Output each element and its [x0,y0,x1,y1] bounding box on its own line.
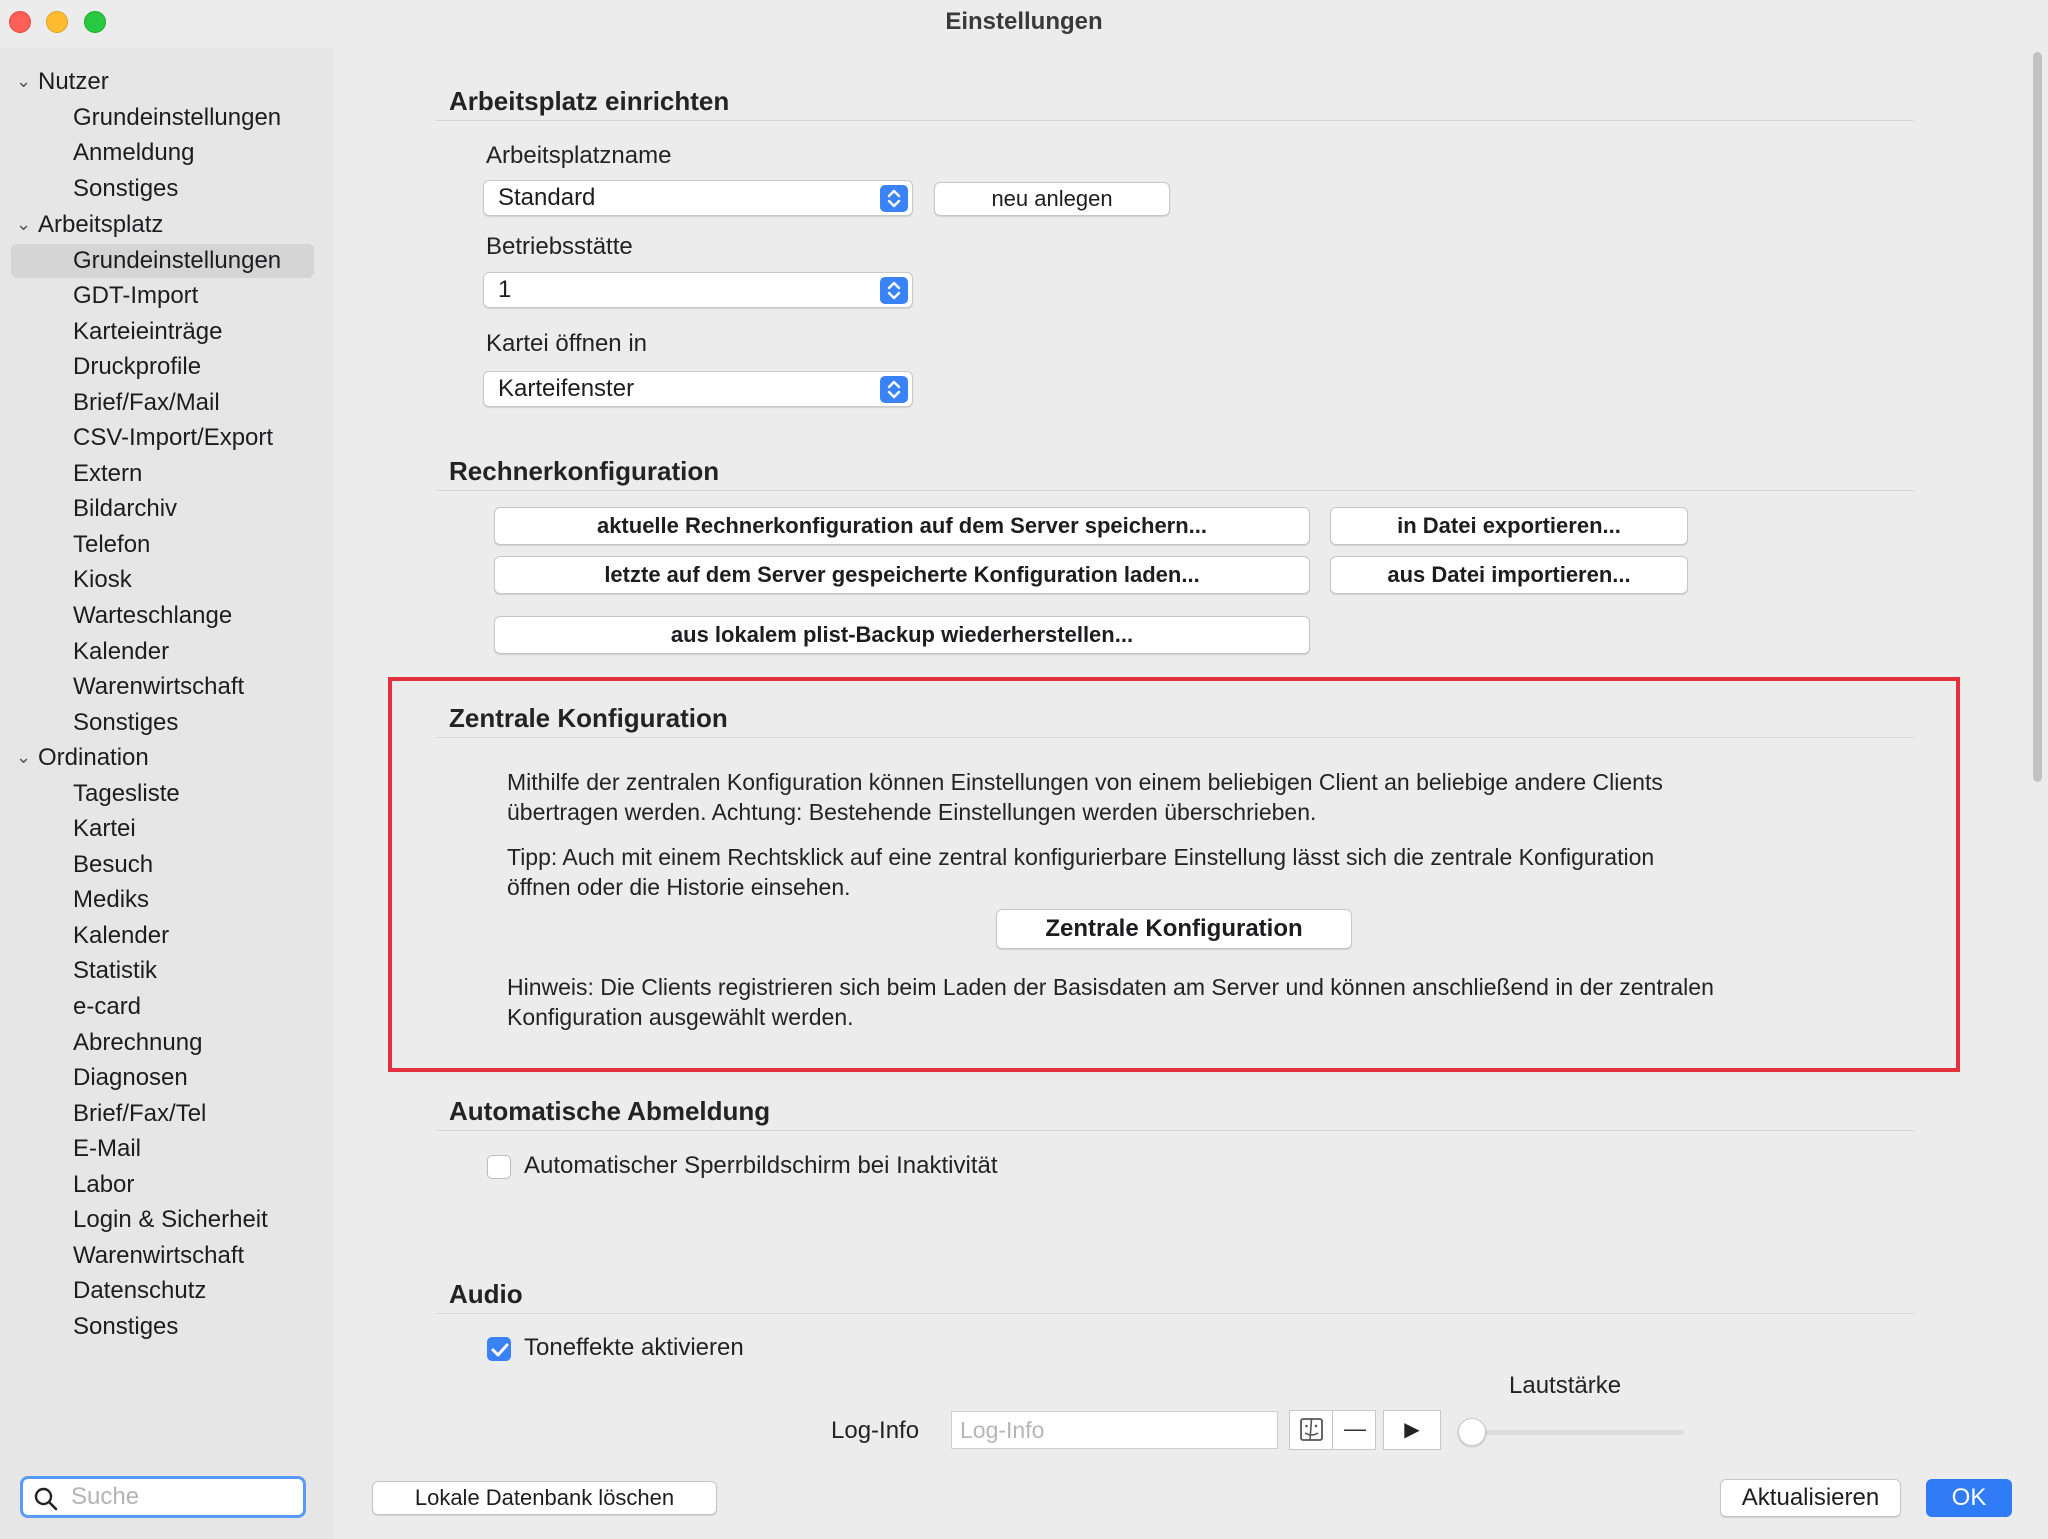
sidebar-item-nutzer-sonstiges[interactable]: Sonstiges [73,175,179,202]
chevron-down-icon: ⌄ [16,747,32,767]
zentral-tip-line2: öffnen oder die Historie einsehen. [507,874,851,900]
ok-button[interactable]: OK [1926,1479,2012,1517]
sidebar-item-arbeitsplatz-warenwirtschaft[interactable]: Warenwirtschaft [73,673,245,700]
sidebar-item-extern[interactable]: Extern [73,460,143,487]
sidebar-item-mediks[interactable]: Mediks [73,886,150,913]
sidebar-item-statistik[interactable]: Statistik [73,957,158,984]
sidebar-item-warteschlange[interactable]: Warteschlange [73,602,233,629]
zentrale-konfiguration-button[interactable]: Zentrale Konfiguration [996,909,1352,949]
sound-choose-control [1289,1410,1376,1450]
search-input[interactable] [71,1483,291,1511]
checkmark-icon [488,1338,512,1362]
export-to-file-button[interactable]: in Datei exportieren... [1330,507,1688,545]
sidebar-item-diagnosen[interactable]: Diagnosen [73,1064,188,1091]
section-divider [436,1130,1914,1131]
lautstaerke-label: Lautstärke [1509,1372,1622,1399]
sidebar-item-kiosk[interactable]: Kiosk [73,566,132,593]
toneffekte-checkbox[interactable] [487,1337,511,1361]
title-bar [0,0,2048,48]
import-from-file-button[interactable]: aus Datei importieren... [1330,556,1688,594]
load-config-from-server-button[interactable]: letzte auf dem Server gespeicherte Konfiguration laden... [494,556,1310,594]
zentral-tip-line1: Tipp: Auch mit einem Rechtsklick auf eine zentral konfigurierbare Einstellung lässt sich die zentrale Konfiguration [507,844,1655,870]
loginfo-field[interactable] [951,1411,1278,1449]
sidebar-item-abrechnung[interactable]: Abrechnung [73,1029,203,1056]
aktualisieren-button[interactable]: Aktualisieren [1720,1479,1901,1517]
content-scrollbar[interactable] [2030,52,2044,782]
zentral-hint-line1: Hinweis: Die Clients registrieren sich beim Laden der Basisdaten am Server und können anschließend in der zentralen [507,974,1714,1000]
remove-sound-button[interactable]: — [1344,1416,1366,1441]
sidebar-item-datenschutz[interactable]: Datenschutz [73,1277,207,1304]
sidebar-item-login-sicherheit[interactable]: Login & Sicherheit [73,1206,268,1233]
sidebar-item-csv-import-export[interactable]: CSV-Import/Export [73,424,274,451]
restore-plist-backup-button[interactable]: aus lokalem plist-Backup wiederherstellen... [494,616,1310,654]
sidebar-item-arbeitsplatz-grundeinstellungen[interactable]: Grundeinstellungen [73,247,282,274]
save-config-to-server-button[interactable]: aktuelle Rechnerkonfiguration auf dem Server speichern... [494,507,1310,545]
sidebar-group-label: Arbeitsplatz [38,211,164,238]
section-divider [436,490,1914,491]
chevron-down-icon: ⌄ [16,71,32,91]
sidebar-item-druckprofile[interactable]: Druckprofile [73,353,202,380]
sidebar-item-arbeitsplatz-kalender[interactable]: Kalender [73,638,170,665]
lokale-datenbank-loeschen-button[interactable]: Lokale Datenbank löschen [372,1481,717,1515]
sidebar-group-label: Ordination [38,744,149,771]
sidebar-item-e-mail[interactable]: E-Mail [73,1135,142,1162]
choose-sound-button[interactable] [1290,1411,1333,1449]
popup-stepper-icon [880,376,908,403]
arbeitsplatzname-popup[interactable] [483,180,913,216]
betriebsstaette-popup[interactable] [483,272,913,308]
volume-slider-track [1462,1430,1684,1435]
chevron-down-icon: ⌄ [16,214,32,234]
sidebar-item-ordination-kalender[interactable]: Kalender [73,922,170,949]
sidebar-item-e-card[interactable]: e-card [73,993,142,1020]
sidebar-item-nutzer-grundeinstellungen[interactable]: Grundeinstellungen [73,104,282,131]
sidebar-item-gdt-import[interactable]: GDT-Import [73,282,199,309]
search-field[interactable] [20,1476,306,1518]
sidebar-item-kartei[interactable]: Kartei [73,815,136,842]
sidebar-item-karteieintraege[interactable]: Karteieinträge [73,318,223,345]
window-title: Einstellungen [945,8,1103,35]
popup-stepper-icon [880,277,908,304]
sperrbildschirm-checkbox[interactable] [487,1155,511,1179]
loginfo-input[interactable] [952,1412,1277,1448]
sidebar-item-anmeldung[interactable]: Anmeldung [73,139,195,166]
section-divider [436,737,1914,738]
popup-value: Standard [498,184,596,211]
sidebar [0,48,333,1539]
section-title-audio: Audio [449,1279,523,1309]
section-divider [436,1313,1914,1314]
magnifier-icon [33,1486,59,1512]
sidebar-item-bildarchiv[interactable]: Bildarchiv [73,495,178,522]
sidebar-group-nutzer[interactable] [16,65,109,99]
sperrbildschirm-label: Automatischer Sperrbildschirm bei Inaktivität [524,1152,998,1179]
play-sound-button[interactable]: ▶ [1383,1410,1441,1450]
section-title-arbeitsplatz: Arbeitsplatz einrichten [449,86,730,116]
sidebar-item-arbeitsplatz-sonstiges[interactable]: Sonstiges [73,709,179,736]
loginfo-label: Log-Info [831,1417,920,1444]
betriebsstaette-label: Betriebsstätte [486,233,633,260]
sidebar-item-besuch[interactable]: Besuch [73,851,154,878]
arbeitsplatzname-label: Arbeitsplatzname [486,142,672,169]
sidebar-group-arbeitsplatz[interactable] [16,208,163,242]
finder-icon [1290,1411,1333,1449]
zentral-description-line2: übertragen werden. Achtung: Bestehende Einstellungen werden überschrieben. [507,799,1317,825]
sidebar-item-tagesliste[interactable]: Tagesliste [73,780,180,807]
sidebar-item-ordination-sonstiges[interactable]: Sonstiges [73,1313,179,1340]
section-title-zentrale-konfiguration: Zentrale Konfiguration [449,703,728,733]
zentral-hint-line2: Konfiguration ausgewählt werden. [507,1004,854,1030]
zentral-description-line1: Mithilfe der zentralen Konfiguration können Einstellungen von einem beliebigen Client an beliebige andere Clients [507,769,1663,795]
sidebar-group-label: Nutzer [38,68,109,95]
kartei-oeffnen-popup[interactable] [483,371,913,407]
section-title-automatische-abmeldung: Automatische Abmeldung [449,1096,771,1126]
section-title-rechnerkonfiguration: Rechnerkonfiguration [449,456,720,486]
sidebar-item-labor[interactable]: Labor [73,1171,135,1198]
popup-value: 1 [498,276,512,303]
kartei-oeffnen-label: Kartei öffnen in [486,330,648,357]
sidebar-item-telefon[interactable]: Telefon [73,531,151,558]
popup-value: Karteifenster [498,375,635,402]
section-divider [436,120,1914,121]
neu-anlegen-button[interactable]: neu anlegen [934,182,1170,216]
volume-slider-knob[interactable] [1458,1418,1486,1446]
sidebar-item-brief-fax-tel[interactable]: Brief/Fax/Tel [73,1100,207,1127]
popup-stepper-icon [880,185,908,212]
sidebar-item-brief-fax-mail[interactable]: Brief/Fax/Mail [73,389,220,416]
sidebar-item-ordination-warenwirtschaft[interactable]: Warenwirtschaft [73,1242,245,1269]
toneffekte-label: Toneffekte aktivieren [524,1334,744,1361]
sidebar-group-ordination[interactable] [16,741,149,775]
scrollbar-thumb[interactable] [2033,52,2042,782]
